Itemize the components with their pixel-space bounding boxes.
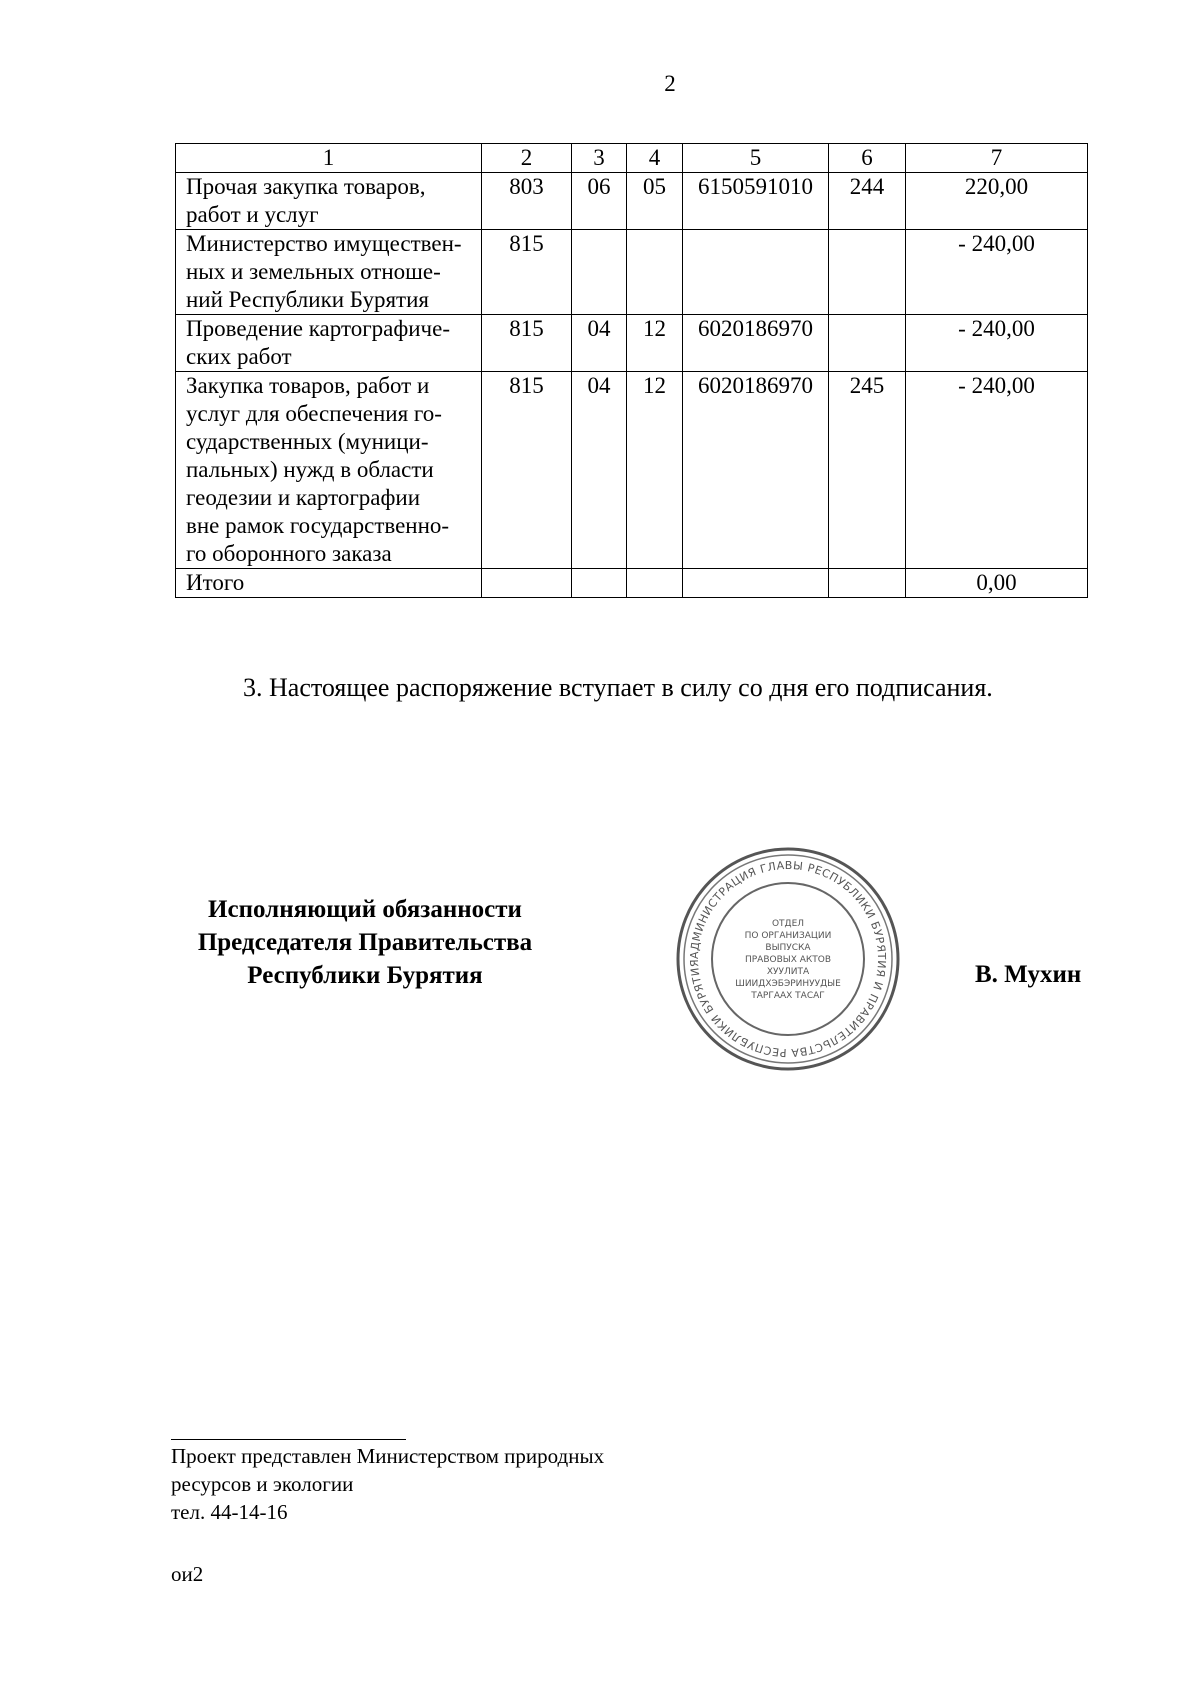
total-empty-cell (829, 569, 906, 598)
footnote-divider (171, 1439, 406, 1440)
table-header-row (176, 144, 1088, 173)
table-row (176, 230, 1088, 315)
header-cell: 5 (683, 144, 829, 173)
row-cell-c4 (627, 230, 683, 315)
table-row (176, 372, 1088, 569)
row-name-line: го оборонного заказа (186, 541, 392, 566)
row-cell-c5: 6020186970 (683, 372, 829, 569)
signatory-title-line: Председателя Правительства (197, 929, 533, 956)
seal-inner-line: ХУУЛИТА (766, 967, 810, 977)
row-name-line: геодезии и картографии (186, 485, 421, 510)
total-row (176, 569, 1088, 598)
row-name-line: Министерство имуществен- (186, 231, 462, 256)
row-name-line: услуг для обеспечения го- (186, 401, 442, 426)
row-cell-c5: 6020186970 (683, 315, 829, 372)
document-code: ои2 (171, 1562, 204, 1586)
signatory-title-line: Республики Бурятия (247, 962, 483, 989)
total-empty-cell (572, 569, 627, 598)
row-cell-c6: 244 (829, 173, 906, 230)
row-cell-c7: - 240,00 (906, 372, 1088, 569)
row-name-line: пальных) нужд в области (186, 457, 434, 482)
row-cell-c5: 6150591010 (683, 173, 829, 230)
total-value: 0,00 (906, 569, 1088, 598)
row-cell-c4: 12 (627, 372, 683, 569)
row-cell-c3: 04 (572, 372, 627, 569)
row-cell-c2: 815 (482, 230, 572, 315)
row-name-line: Прочая закупка товаров, (186, 174, 426, 199)
table-row (176, 315, 1088, 372)
seal-inner-line: ПРАВОВЫХ АКТОВ (744, 955, 832, 965)
paragraph-3: 3. Настоящее распоряжение вступает в силу со дня его подписания. (243, 673, 993, 702)
row-name-cell (176, 230, 482, 315)
row-name-cell (176, 372, 482, 569)
header-cell: 4 (627, 144, 683, 173)
row-cell-c6: 245 (829, 372, 906, 569)
seal-ring-text: АДМИНИСТРАЦИЯ ГЛАВЫ РЕСПУБЛИКИ БУРЯТИЯ И ПРАВИТЕЛЬСТВА РЕСПУБЛИКИ БУРЯТИЯ (687, 858, 889, 1060)
seal-inner-line: ОТДЕЛ (771, 919, 805, 929)
row-cell-c7: - 240,00 (906, 230, 1088, 315)
total-empty-cell (627, 569, 683, 598)
header-cell: 7 (906, 144, 1088, 173)
row-cell-c4: 12 (627, 315, 683, 372)
row-name-line: Закупка товаров, работ и (186, 373, 430, 398)
seal-inner-line: ТАРГААХ ТАСАГ (751, 991, 825, 1001)
signatory-name: В. Мухин (975, 961, 1082, 988)
row-cell-c6 (829, 315, 906, 372)
row-cell-c4: 05 (627, 173, 683, 230)
row-name-line: работ и услуг (186, 202, 319, 227)
footnote-line: тел. 44-14-16 (171, 1500, 288, 1524)
seal-inner-line: ВЫПУСКА (765, 943, 811, 953)
row-cell-c7: - 240,00 (906, 315, 1088, 372)
header-cell: 3 (572, 144, 627, 173)
signatory-title-line: Исполняющий обязанности (208, 896, 522, 923)
row-cell-c2: 803 (482, 173, 572, 230)
row-cell-c2: 815 (482, 315, 572, 372)
page-number: 2 (664, 71, 676, 96)
total-empty-cell (482, 569, 572, 598)
row-name-line: ний Республики Бурятия (186, 287, 429, 312)
seal-inner-line: ШИИДХЭБЭРИНУУДЫЕ (735, 979, 841, 989)
total-label: Итого (176, 569, 482, 598)
header-cell: 1 (176, 144, 482, 173)
signatory-title (165, 893, 565, 992)
row-cell-c3 (572, 230, 627, 315)
footnote-line: ресурсов и экологии (171, 1472, 354, 1496)
header-cell: 6 (829, 144, 906, 173)
row-name-cell (176, 173, 482, 230)
row-cell-c7: 220,00 (906, 173, 1088, 230)
footnote-line: Проект представлен Министерством природных (171, 1444, 605, 1468)
row-cell-c6 (829, 230, 906, 315)
row-cell-c2: 815 (482, 372, 572, 569)
official-seal (674, 845, 902, 1073)
table-row (176, 173, 1088, 230)
budget-table (175, 143, 1088, 598)
row-cell-c3: 06 (572, 173, 627, 230)
row-name-cell (176, 315, 482, 372)
row-cell-c5 (683, 230, 829, 315)
total-empty-cell (683, 569, 829, 598)
row-name-line: ных и земельных отноше- (186, 259, 441, 284)
row-name-line: вне рамок государственно- (186, 513, 450, 538)
footnote (171, 1442, 771, 1526)
header-cell: 2 (482, 144, 572, 173)
row-name-line: ских работ (186, 344, 292, 369)
row-name-line: Проведение картографиче- (186, 316, 450, 341)
row-cell-c3: 04 (572, 315, 627, 372)
seal-inner-line: ПО ОРГАНИЗАЦИИ (744, 931, 832, 941)
row-name-line: сударственных (муници- (186, 429, 429, 454)
